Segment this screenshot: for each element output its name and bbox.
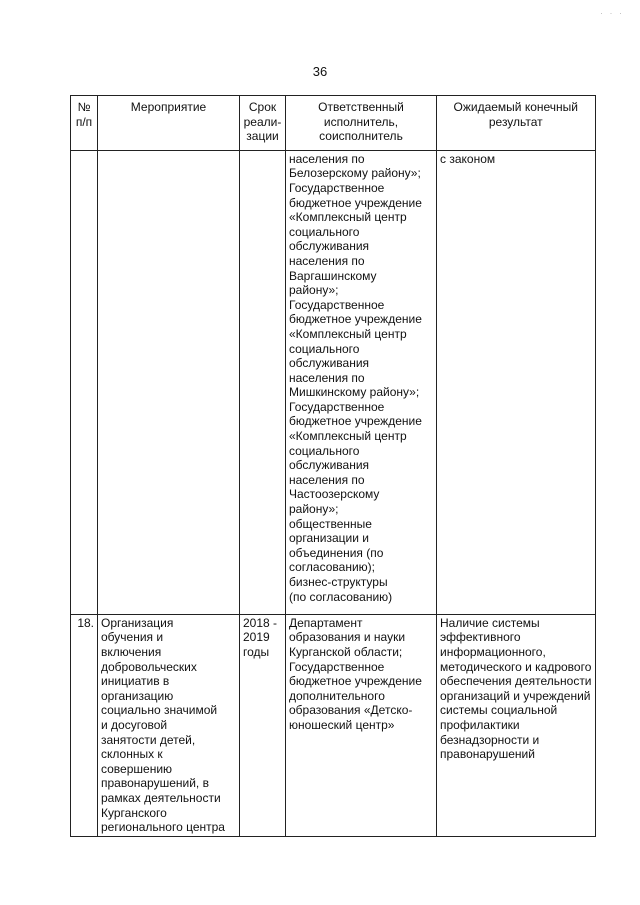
- text-line: (по согласованию): [289, 589, 393, 604]
- text-line: согласованию);: [289, 560, 375, 575]
- text-line: «Комплексный центр: [289, 429, 407, 444]
- text-line: и досуговой: [101, 717, 168, 732]
- text-line: Наличие системы: [440, 615, 540, 630]
- text-line: общественные: [289, 516, 372, 531]
- row-number-cell: [71, 150, 98, 614]
- text-line: организаций и учреждений: [440, 688, 591, 703]
- text-line: Белозерскому району»;: [289, 166, 421, 181]
- executor-cell: [286, 614, 437, 836]
- text-line: организации и: [289, 531, 369, 546]
- text-line: информационного,: [440, 644, 546, 659]
- text-line: району»;: [289, 502, 339, 517]
- text-line: Государственное: [289, 659, 385, 674]
- text-line: регионального центра: [101, 820, 225, 835]
- text-line: населения по: [289, 151, 365, 166]
- text-line: занятости детей,: [101, 732, 196, 747]
- text-line: 2018 -: [243, 615, 278, 630]
- result-cell: [437, 150, 596, 614]
- text-line: бюджетное учреждение: [289, 195, 422, 210]
- header-term: Срок реали- зации: [240, 96, 286, 151]
- header-number: № п/п: [71, 96, 98, 151]
- text-line: Варгашинскому: [289, 268, 377, 283]
- text-line: населения по: [289, 370, 365, 385]
- text-line: объединения (по: [289, 545, 384, 560]
- header-result: Ожидаемый конечный результат: [437, 96, 596, 151]
- text-line: социального: [289, 341, 360, 356]
- text-line: Государственное: [289, 399, 385, 414]
- text-line: инициатив в: [101, 674, 170, 689]
- term-cell: [240, 150, 286, 614]
- text-line: образования «Детско-: [289, 703, 413, 718]
- text-line: обучения и: [101, 630, 164, 645]
- text-line: «Комплексный центр: [289, 210, 407, 225]
- text-line: Мишкинскому району»;: [289, 385, 420, 400]
- header-event: Мероприятие: [98, 96, 240, 151]
- text-line: обслуживания: [289, 356, 370, 371]
- text-line: обслуживания: [289, 458, 370, 473]
- text-line: 2019: [243, 630, 270, 645]
- text-line: Департамент: [289, 615, 363, 630]
- text-line: совершению: [101, 761, 173, 776]
- text-line: включения: [101, 644, 162, 659]
- text-line: Государственное: [289, 297, 385, 312]
- text-line: безнадзорности и: [440, 732, 540, 747]
- text-line: социально значимой: [101, 703, 218, 718]
- text-line: бизнес-структуры: [289, 575, 388, 589]
- text-line: методического и кадрового: [440, 659, 592, 674]
- text-line: обеспечения деятельности: [440, 674, 592, 689]
- text-line: бюджетное учреждение: [289, 674, 422, 689]
- text-line: «Комплексный центр: [289, 326, 407, 341]
- text-line: склонных к: [101, 747, 163, 762]
- text-line: эффективного: [440, 630, 521, 645]
- event-cell: [98, 614, 240, 836]
- text-line: бюджетное учреждение: [289, 414, 422, 429]
- table-row: [71, 150, 596, 614]
- text-line: правонарушений: [440, 747, 535, 762]
- text-line: рамках деятельности: [101, 790, 221, 805]
- text-line: добровольческих: [101, 659, 197, 674]
- text-line: Частоозерскому: [289, 487, 380, 502]
- text-line: Организация: [101, 615, 174, 630]
- text-line: социального: [289, 224, 360, 239]
- text-line: образования и науки: [289, 630, 406, 645]
- term-cell: [240, 614, 286, 836]
- plan-table: [70, 95, 596, 837]
- text-line: Государственное: [289, 180, 385, 195]
- text-line: дополнительного: [289, 688, 385, 703]
- scan-mark: · · ·: [600, 8, 624, 18]
- row-number-cell: 18.: [71, 614, 98, 836]
- executor-cell: [286, 150, 437, 614]
- text-line: годы: [243, 644, 270, 659]
- table-header-row: [71, 96, 596, 151]
- text-line: с законом: [440, 151, 496, 166]
- page-number: 36: [312, 64, 328, 79]
- result-cell: [437, 614, 596, 836]
- text-line: Курганского: [101, 805, 167, 820]
- text-line: социального: [289, 443, 360, 458]
- event-cell: [98, 150, 240, 614]
- text-line: системы социальной: [440, 703, 558, 718]
- text-line: правонарушений, в: [101, 776, 209, 791]
- table-row: [71, 614, 596, 836]
- text-line: бюджетное учреждение: [289, 312, 422, 327]
- header-executor: Ответственный исполнитель, соисполнитель: [286, 96, 437, 151]
- text-line: организацию: [101, 688, 174, 703]
- text-line: профилактики: [440, 717, 520, 732]
- text-line: населения по: [289, 472, 365, 487]
- text-line: району»;: [289, 283, 339, 298]
- text-line: Курганской области;: [289, 644, 403, 659]
- text-line: юношеский центр»: [289, 717, 395, 732]
- text-line: населения по: [289, 253, 365, 268]
- text-line: обслуживания: [289, 239, 370, 254]
